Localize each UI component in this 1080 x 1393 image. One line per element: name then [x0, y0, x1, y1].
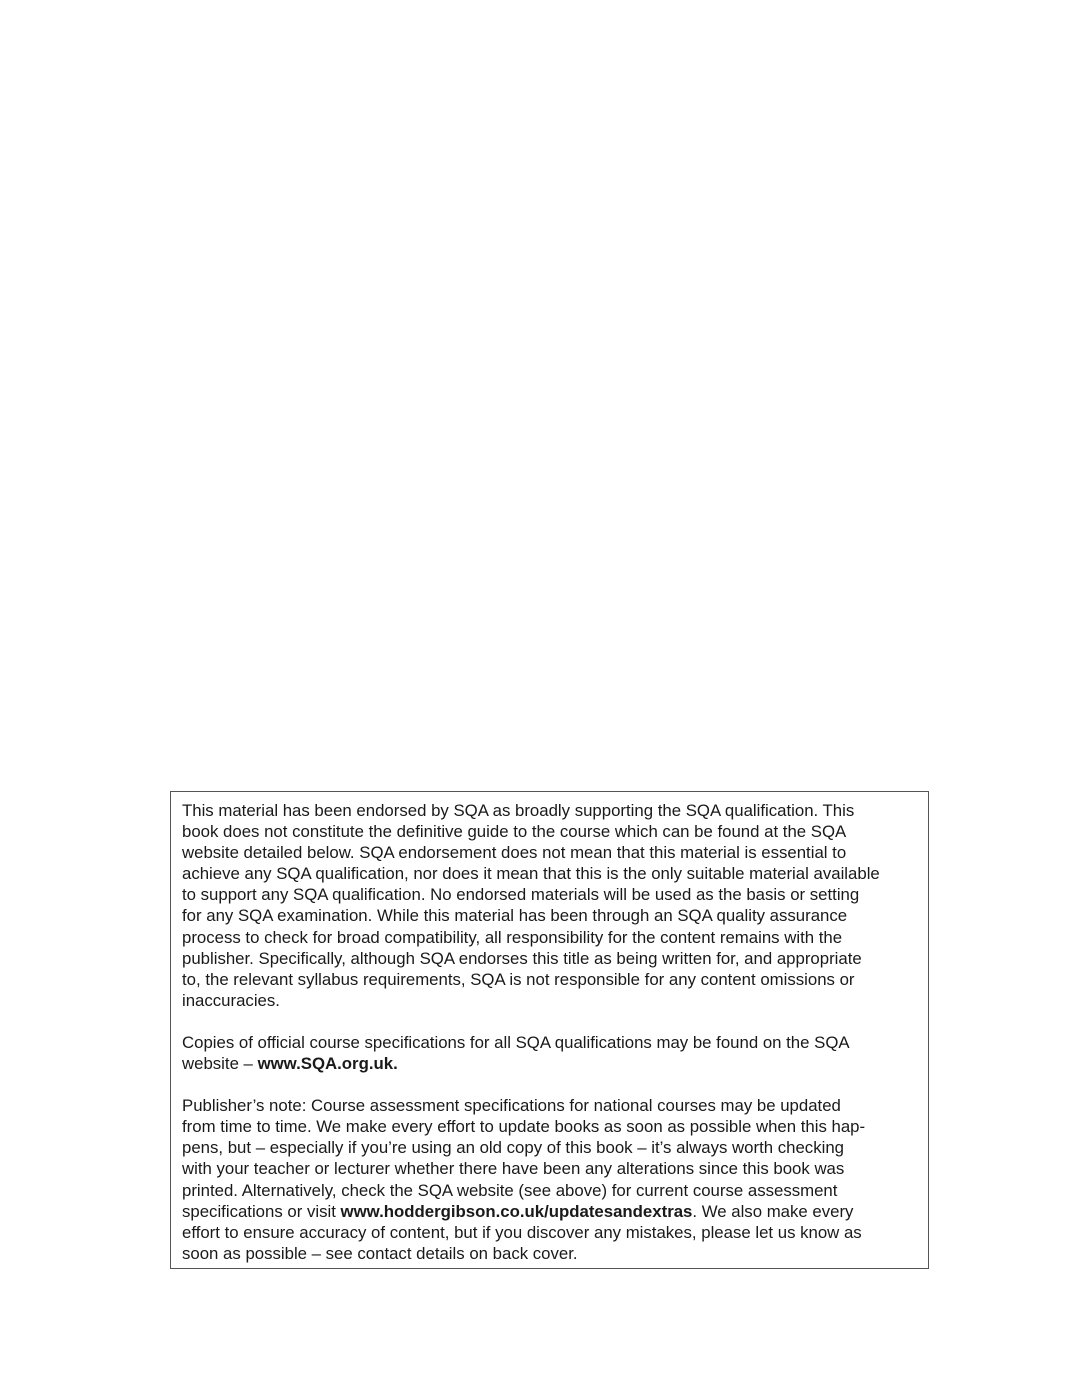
sqa-website-link[interactable]: www.SQA.org.uk. [257, 1054, 398, 1074]
publishers-note-tail: . We also make every effort to ensure accuracy of content, but if you discover any mistakes, please let us know as soon as possible – see contact details on back cover. [182, 1201, 862, 1263]
publishers-note-paragraph [182, 1095, 918, 1264]
course-specifications-paragraph [182, 1032, 918, 1074]
endorsement-paragraph: This material has been endorsed by SQA as broadly supporting the SQA qualification. This book does not constitute the definitive guide to the course which can be found at the SQA website detailed below. SQA endorsement does not mean that this material is essential to achieve any SQA qualification, nor does it mean that this is the only suitable material available to support any SQA qualification. No endorsed materials will be used as the basis or setting for any SQA examination. While this material has been through an SQA quality assurance process to check for broad compatibility, all responsibility for the content remains with the publisher. Specifically, although SQA endorses this title as being written for, and appropriate to, the relevant syllabus requirements, SQA is not responsible for any content omissions or inaccuracies. [182, 801, 880, 1010]
course-specifications-text: Copies of official course specifications for all SQA qualifications may be found on the SQA website – [182, 1032, 850, 1074]
publishers-note-text: Publisher’s note: Course assessment specifications for national courses may be updated from time to time. We make every effort to update books as soon as possible when this hap- pens, but – especially if you’re using an old copy of this book – it’s always worth checking with your teacher or lecturer whether there have been any alterations since this book was printed. Alternatively, check the SQA website (see above) for current course assessment specifications or visit [182, 1096, 866, 1221]
hodder-gibson-link[interactable]: www.hoddergibson.co.uk/updatesandextras [340, 1201, 693, 1221]
sqa-endorsement-notice [170, 791, 929, 1269]
